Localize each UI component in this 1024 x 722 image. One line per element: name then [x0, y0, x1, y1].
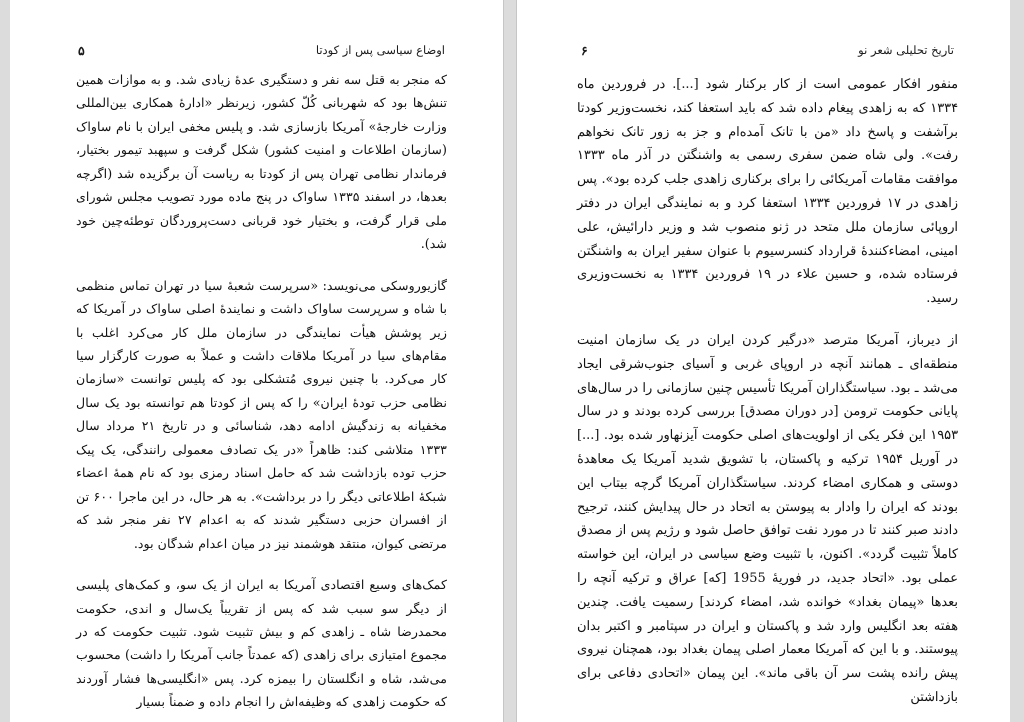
right-paragraph-2: از دیرباز، آمریکا مترصد «درگیر کردن ایران در یک سازمان امنیت منطقه‌ای ـ همانند آنچه در اروپای غربی و آسیای جنوب‌شرقی ایجاد می‌شد ـ بود. سیاستگذاران آمریکا تأسیس چنین سازمانی را در سال‌های پایانی حکومت ترومن [در دوران مصدق] بررسی کرده بودند و در سال ۱۹۵۳ این فکر یکی از اولویت‌های اصلی حکومت آیزنهاور شده بود. [...] در آوریل ۱۹۵۴ ترکیه و پاکستان، با تشویق شدید آمریکا یک معاهدهٔ دوستی و همکاری امضاء کردند. سیاستگذاران آمریکا گرچه بیتاب این بودند که ایران را وادار به پیوستن به اتحاد در حال پیدایش کنند، ترجیح دادند صبر کنند تا در مورد نفت توافق حاصل شود و رژیم پس از مصدق کاملاً تثبیت گردد». اکنون، با تثبیت وضع سیاسی در ایران، این خواسته عملی بود. «اتحاد جدید، در فوریهٔ 1955 [که] عراق و ترکیه آنچه را بعدها «پیمان بغداد» خوانده شد، امضاء کردند] رسمیت یافت. چندین هفته بعد انگلیس وارد شد و پاکستان و ایران در سپتامبر و اکتبر بدان پیوستند. و با این که آمریکا معمار اصلی پیمان بغداد بود، همچنان نیروی پیش رانده پشت سر آن باقی ماند». این پیمان «اتحادی دفاعی برای بازداشتن [577, 332, 958, 705]
left-paragraph-1: که منجر به قتل سه نفر و دستگیری عدهٔ زیادی شد. و به موازات همین تنش‌ها بود که شهربانی کُلّ کشور، زیرنظر «ادارهٔ همکاری بین‌المللی وزارت خارجهٔ» آمریکا بازسازی شد. و پلیس مخفی ایران با نام ساواک (سازمان اطلاعات و امنیت کشور) شکل گرفت و سپهبد تیمور بختیار، فرماندار نظامی تهران پس از کودتا به ریاست آن برگزیده شد (اگرچه بعدها، در اسفند ۱۳۳۵ ساواک در پنج ماده مورد تصویب مجلس شورای ملی قرار گرفت، و بختیار خود قربانی دست‌پروردگان توطئه‌چین خود شد). [76, 72, 447, 252]
right-page [516, 0, 1010, 722]
right-page-number: ۶ [581, 42, 588, 58]
left-paragraph-2: گازیوروسکی می‌نویسد: «سرپرست شعبهٔ سیا در تهران تماس منظمی با شاه و سرپرست ساواک داشت و نمایندهٔ اصلی ساواک در آمریکا که زیر پوشش هیأت نمایندگی در سازمان ملل کار می‌کرد اغلب با مقام‌های سیا در آمریکا ملاقات داشت و عملاً به صورت کارگزار سیا کار می‌کرد. با چنین نیروی مُتشکلی بود که پلیس توانست «سازمان نظامی حزب تودهٔ ایران» را که پس از کودتا هم توانسته بود یک سال مخفیانه به زندگیش ادامه دهد، شناسائی و در تاریخ ۲۱ مرداد سال ۱۳۳۳ متلاشی کند: ظاهراً «در یک تصادف معمولی رانندگی، یک پیک حزب توده بازداشت شد که حامل اسناد رمزی بود که نام همهٔ اعضاء شبکهٔ اطلاعاتی دیگر را در برداشت». به هر حال، در این ماجرا ۶۰۰ تن از افسران حزبی دستگیر شدند که به اعدام ۲۷ نفر منجر شد که مرتضی کیوان، منتقد هوشمند نیز در میان اعدام شدگان بود. [76, 277, 448, 551]
right-running-head: تاریخ تحلیلی شعر نو [858, 43, 954, 57]
right-paragraph-1: منفور افکار عمومی است از کار برکنار شود [...]. در فروردین ماه ۱۳۳۴ که به زاهدی پیغام داده شد که باید استعفا کند، نخست‌وزیر کودتا برآشفت و پاسخ داد «من با تانک آمده‌ام و جز به زور تانک نخواهم رفت». ولی شاه ضمن سفری رسمی به واشنگتن در آذر ماه ۱۳۳۳ موافقت مقامات آمریکائی را برای برکناری زاهدی جلب کرده بود». پس زاهدی در ۱۷ فروردین ۱۳۳۴ استعفا کرد و به نمایندگی ایران در دفتر اروپائی سازمان ملل متحد در ژنو منصوب شد و وزیر دارائیش، علی امینی، امضاءکنندهٔ قرارداد کنسرسیوم با عنوان سفیر ایران به واشنگتن فرستاده شده، و حسین علاء در ۱۹ فروردین ۱۳۳۴ به نخست‌وزیری رسید. [577, 77, 959, 307]
left-page [10, 0, 504, 722]
left-running-head: اوضاع سیاسی پس از کودتا [315, 43, 445, 57]
left-paragraph-3: کمک‌های وسیع اقتصادی آمریکا به ایران از یک سو، و کمک‌های پلیسی از دیگر سو سبب شد که پس از تقریباً یک‌سال و اندی، حکومت محمدرضا شاه ـ زاهدی کم و بیش تثبیت شود. تثبیت حکومت که در مجموع امتیازی برای زاهدی (که عمدتاً جانب آمریکا را داشت) محسوب می‌شد، شاه و انگلستان را بیمزه کرد. پس «انگلیسی‌ها فشار آوردند که حکومت زاهدی که وظیفه‌اش را انجام داده و ضمناً بسیار [76, 577, 447, 710]
left-page-number: ۵ [78, 42, 85, 58]
right-page-header [581, 40, 954, 60]
left-page-body [76, 68, 447, 714]
left-page-header [78, 40, 445, 60]
right-page-body [577, 73, 958, 710]
